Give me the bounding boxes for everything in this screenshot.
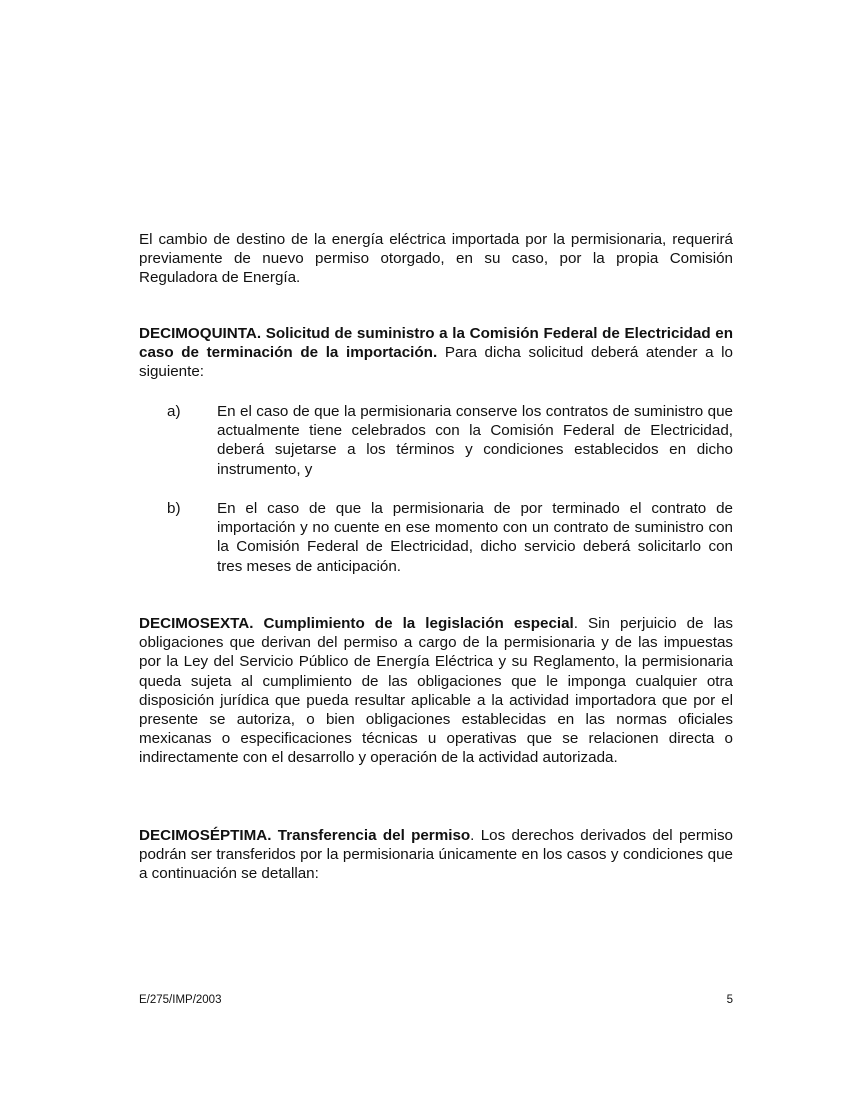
clause-body: . Sin perjuicio de las obligaciones que derivan del permiso a cargo de la permisionaria y de las impuestas por la Ley del Servicio Público de Energía Eléctrica y su Reglamento, la permisionaria queda sujeta al cumplimiento de las obligaciones que le imponga cualquier otra disposición jurídica que pueda resultar aplicable a la actividad importadora que por el presente se autoriza, o bien obligaciones establecidas en las normas oficiales mexicanas o especificaciones técnicas u operativas que se relacionen directa o indirectamente con el desarrollo y operación de la actividad autorizada.: [139, 615, 733, 767]
clause-body: . Los derechos derivados del permiso podrán ser transferidos por la permisionaria únicamente en los casos y condiciones que a continuación se detallan:: [139, 827, 733, 883]
clause-heading: DECIMOSEXTA. Cumplimiento de la legislación especial: [139, 615, 574, 632]
paragraph-destino: [139, 230, 733, 288]
document-reference: E/275/IMP/2003: [139, 994, 222, 1006]
clause-heading: DECIMOQUINTA. Solicitud de suministro a la Comisión Federal de Electricidad en caso de terminación de la importación.: [139, 325, 733, 362]
page-number: 5: [726, 994, 733, 1006]
clause-heading: DECIMOSÉPTIMA. Transferencia del permiso: [139, 827, 471, 844]
list-item-text: En el caso de que la permisionaria conserve los contratos de suministro que actualmente tiene celebrados con la Comisión Federal de Electricidad, deberá sujetarse a los términos y condiciones establecidos en dicho instrumento, y: [217, 403, 733, 478]
clause-body: Para dicha solicitud deberá atender a lo siguiente:: [139, 344, 733, 381]
clause-decimoseptima: [139, 826, 733, 884]
list-item-label: b): [167, 500, 181, 517]
clause-decimoquinta: [139, 324, 733, 382]
list-item-text: En el caso de que la permisionaria de por terminado el contrato de importación y no cuente en ese momento con un contrato de suministro con la Comisión Federal de Electricidad, dicho servicio deberá solicitarlo con tres meses de anticipación.: [217, 500, 733, 575]
paragraph-text: El cambio de destino de la energía eléctrica importada por la permisionaria, requerirá previamente de nuevo permiso otorgado, en su caso, por la propia Comisión Reguladora de Energía.: [139, 231, 733, 287]
clause-decimosexta: [139, 614, 733, 768]
list-item-label: a): [167, 403, 181, 420]
